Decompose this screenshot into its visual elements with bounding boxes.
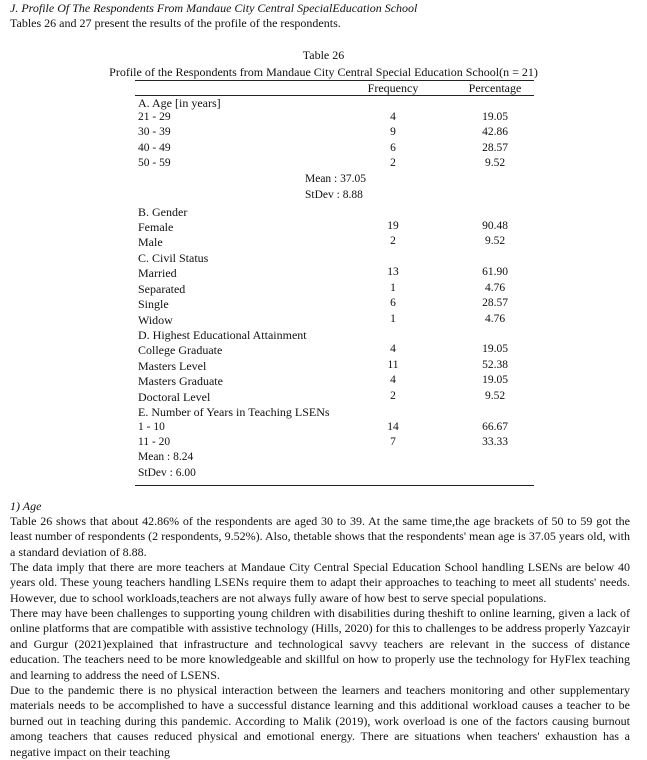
row-label: 1 - 10 bbox=[138, 421, 165, 433]
body-paragraph: There may have been challenges to supporting young children with disabilities during theshift to online learning, given a lack of online platforms that are compatible with assistive technology (Hills, 2020) for this to challenges to be address properly Yazcayir and Gurgur (2021)explained that infrastructure and technological savvy teachers are relevant in the success of distance education. The teachers need to be more knowledgeable and skillful on how to properly use the technology for HyFlex teaching and learning to address the need of LSENS. bbox=[10, 606, 630, 682]
col-header-percentage: Percentage bbox=[468, 81, 522, 95]
row-label: Female bbox=[138, 220, 174, 234]
row-label: Widow bbox=[138, 313, 173, 327]
body-paragraph: Table 26 shows that about 42.86% of the respondents are aged 30 to 39. At the same time,the age brackets of 50 to 59 got the least number of respondents (2 respondents, 9.52%). Also, thetable shows that the respondents' mean age is 37.05 years old, with a standard deviation of 8.88. bbox=[10, 514, 630, 559]
row-frequency: 2 bbox=[390, 157, 396, 169]
row-percentage: 4.76 bbox=[484, 313, 506, 325]
years-mean: Mean : 8.24 bbox=[138, 451, 194, 463]
intro-text: Tables 26 and 27 present the results of the profile of the respondents. bbox=[10, 16, 341, 30]
body-paragraph: Due to the pandemic there is no physical interaction between the learners and teachers monitoring and other supplementary materials needs to be accomplished to have a successful distance learning and this additional workload causes a teacher to be burned out in teaching during this pandemic. According to Malik (2019), work overload is one of the factors causing burnout among teachers that causes reduced physical and emotional energy. There are situations when teachers' exhaustion has a negative impact on their teaching bbox=[10, 683, 630, 759]
row-label: College Graduate bbox=[138, 343, 223, 357]
row-frequency: 6 bbox=[390, 142, 396, 154]
row-percentage: 9.52 bbox=[484, 235, 506, 247]
row-percentage: 33.33 bbox=[482, 436, 508, 448]
row-frequency: 1 bbox=[390, 313, 396, 325]
row-percentage: 61.90 bbox=[482, 266, 508, 278]
age-stdev: StDev : 8.88 bbox=[305, 189, 363, 201]
row-percentage: 19.05 bbox=[482, 343, 508, 355]
subsection-heading-age: 1) Age bbox=[10, 499, 42, 513]
row-frequency: 4 bbox=[390, 111, 396, 123]
row-frequency: 6 bbox=[390, 297, 396, 309]
row-label: 50 - 59 bbox=[138, 157, 171, 169]
row-label: Married bbox=[138, 266, 177, 280]
row-frequency: 13 bbox=[387, 266, 399, 278]
row-label: 21 - 29 bbox=[138, 111, 171, 123]
body-paragraph: The data imply that there are more teachers at Mandaue City Central Special Education School handling LSENs are below 40 years old. These young teachers handling LSENs require them to adapt their approaches to teaching to meet all students' needs. However, due to school workloads,teachers are not always fully aware of how best to serve special populations. bbox=[10, 560, 630, 605]
row-frequency: 2 bbox=[390, 235, 396, 247]
row-percentage: 28.57 bbox=[482, 297, 508, 309]
row-label: Masters Graduate bbox=[138, 374, 223, 388]
table-title: Profile of the Respondents from Mandaue City Central Special Education School(n = 21) bbox=[109, 65, 538, 79]
row-frequency: 9 bbox=[390, 126, 396, 138]
table-number: Table 26 bbox=[302, 48, 345, 62]
row-percentage: 66.67 bbox=[482, 421, 508, 433]
age-mean: Mean : 37.05 bbox=[305, 173, 367, 185]
row-label: Masters Level bbox=[138, 359, 207, 373]
group-heading-civil-status: C. Civil Status bbox=[138, 251, 209, 265]
row-label: Male bbox=[138, 235, 163, 249]
row-frequency: 14 bbox=[387, 421, 399, 433]
row-label: 11 - 20 bbox=[138, 436, 171, 448]
section-heading: J. Profile Of The Respondents From Mandaue City Central SpecialEducation School bbox=[10, 1, 418, 15]
row-label: Doctoral Level bbox=[138, 390, 211, 404]
row-frequency: 7 bbox=[390, 436, 396, 448]
row-percentage: 19.05 bbox=[482, 374, 508, 386]
group-heading-years-teaching: E. Number of Years in Teaching LSENs bbox=[138, 405, 330, 419]
row-label: Separated bbox=[138, 282, 186, 296]
row-frequency: 2 bbox=[390, 390, 396, 402]
row-percentage: 4.76 bbox=[484, 282, 506, 294]
row-percentage: 19.05 bbox=[482, 111, 508, 123]
row-percentage: 90.48 bbox=[482, 220, 508, 232]
row-frequency: 4 bbox=[390, 374, 396, 386]
row-frequency: 4 bbox=[390, 343, 396, 355]
group-heading-education: D. Highest Educational Attainment bbox=[138, 328, 307, 342]
row-frequency: 11 bbox=[387, 359, 399, 371]
row-percentage: 28.57 bbox=[482, 142, 508, 154]
row-label: 30 - 39 bbox=[138, 126, 171, 138]
row-percentage: 42.86 bbox=[482, 126, 508, 138]
table-bottom-rule bbox=[135, 485, 534, 486]
col-header-frequency: Frequency bbox=[367, 81, 419, 95]
row-percentage: 9.52 bbox=[484, 390, 506, 402]
row-label: 40 - 49 bbox=[138, 142, 171, 154]
group-heading-gender: B. Gender bbox=[138, 205, 188, 219]
row-frequency: 1 bbox=[390, 282, 396, 294]
row-percentage: 52.38 bbox=[482, 359, 508, 371]
group-heading-age: A. Age [in years] bbox=[138, 96, 221, 110]
row-frequency: 19 bbox=[387, 220, 399, 232]
row-label: Single bbox=[138, 297, 169, 311]
row-percentage: 9.52 bbox=[484, 157, 506, 169]
years-stdev: StDev : 6.00 bbox=[138, 467, 196, 479]
